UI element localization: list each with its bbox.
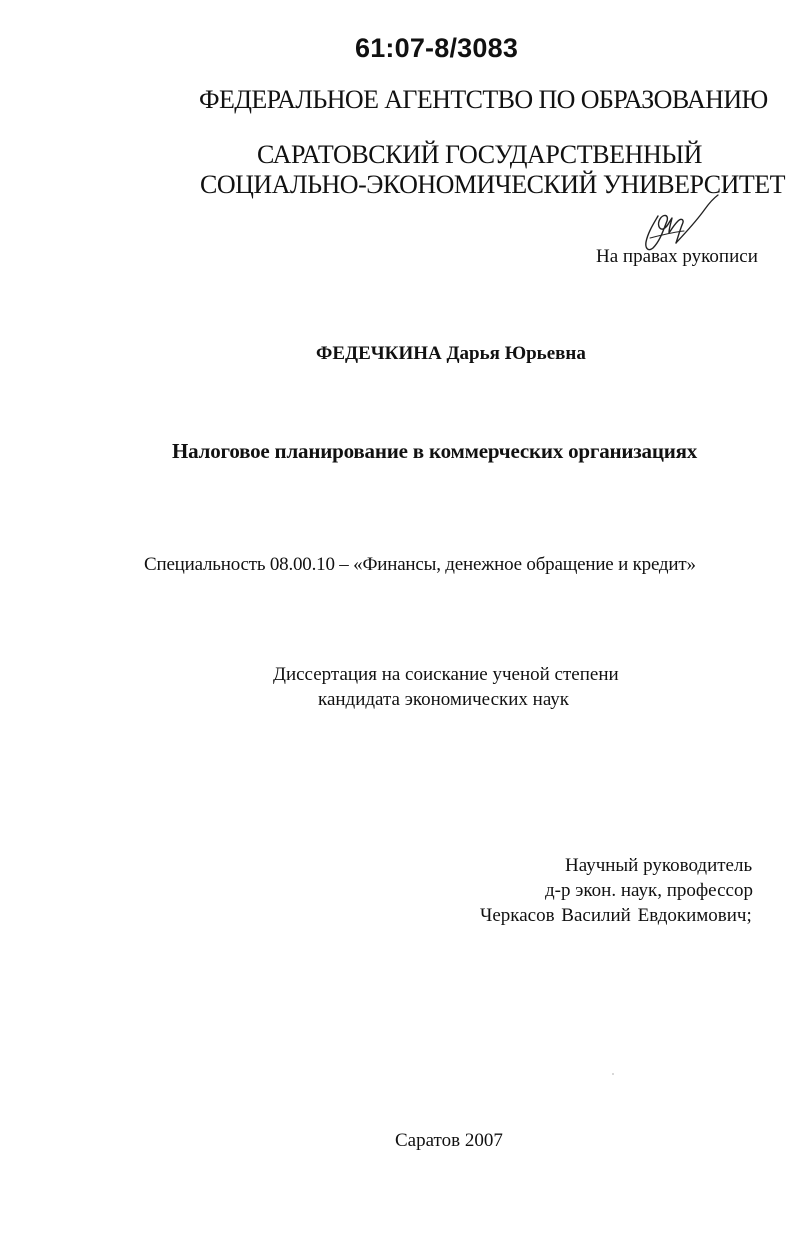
author-name: ФЕДЕЧКИНА Дарья Юрьевна bbox=[316, 343, 586, 364]
degree-statement-line-2: кандидата экономических наук bbox=[318, 689, 570, 710]
scan-speck bbox=[612, 1073, 614, 1075]
university-name-line-2: СОЦИАЛЬНО-ЭКОНОМИЧЕСКИЙ УНИВЕРСИТЕТ bbox=[200, 170, 786, 199]
city-year-footer: Саратов 2007 bbox=[395, 1130, 503, 1151]
agency-heading: ФЕДЕРАЛЬНОЕ АГЕНТСТВО ПО ОБРАЗОВАНИЮ bbox=[199, 85, 768, 114]
manuscript-rights-note: На правах рукописи bbox=[596, 246, 758, 267]
dissertation-title: Налоговое планирование в коммерческих организациях bbox=[172, 439, 698, 463]
university-name-line-1: САРАТОВСКИЙ ГОСУДАРСТВЕННЫЙ bbox=[257, 140, 703, 169]
supervisor-degree: д-р экон. наук, профессор bbox=[545, 880, 753, 901]
archive-code: 61:07-8/3083 bbox=[355, 33, 519, 63]
degree-statement-line-1: Диссертация на соискание ученой степени bbox=[273, 664, 619, 685]
supervisor-role: Научный руководитель bbox=[565, 855, 753, 876]
supervisor-name: Черкасов Василий Евдокимович; bbox=[480, 905, 752, 926]
specialty-line: Специальность 08.00.10 – «Финансы, денежное обращение и кредит» bbox=[144, 554, 696, 575]
